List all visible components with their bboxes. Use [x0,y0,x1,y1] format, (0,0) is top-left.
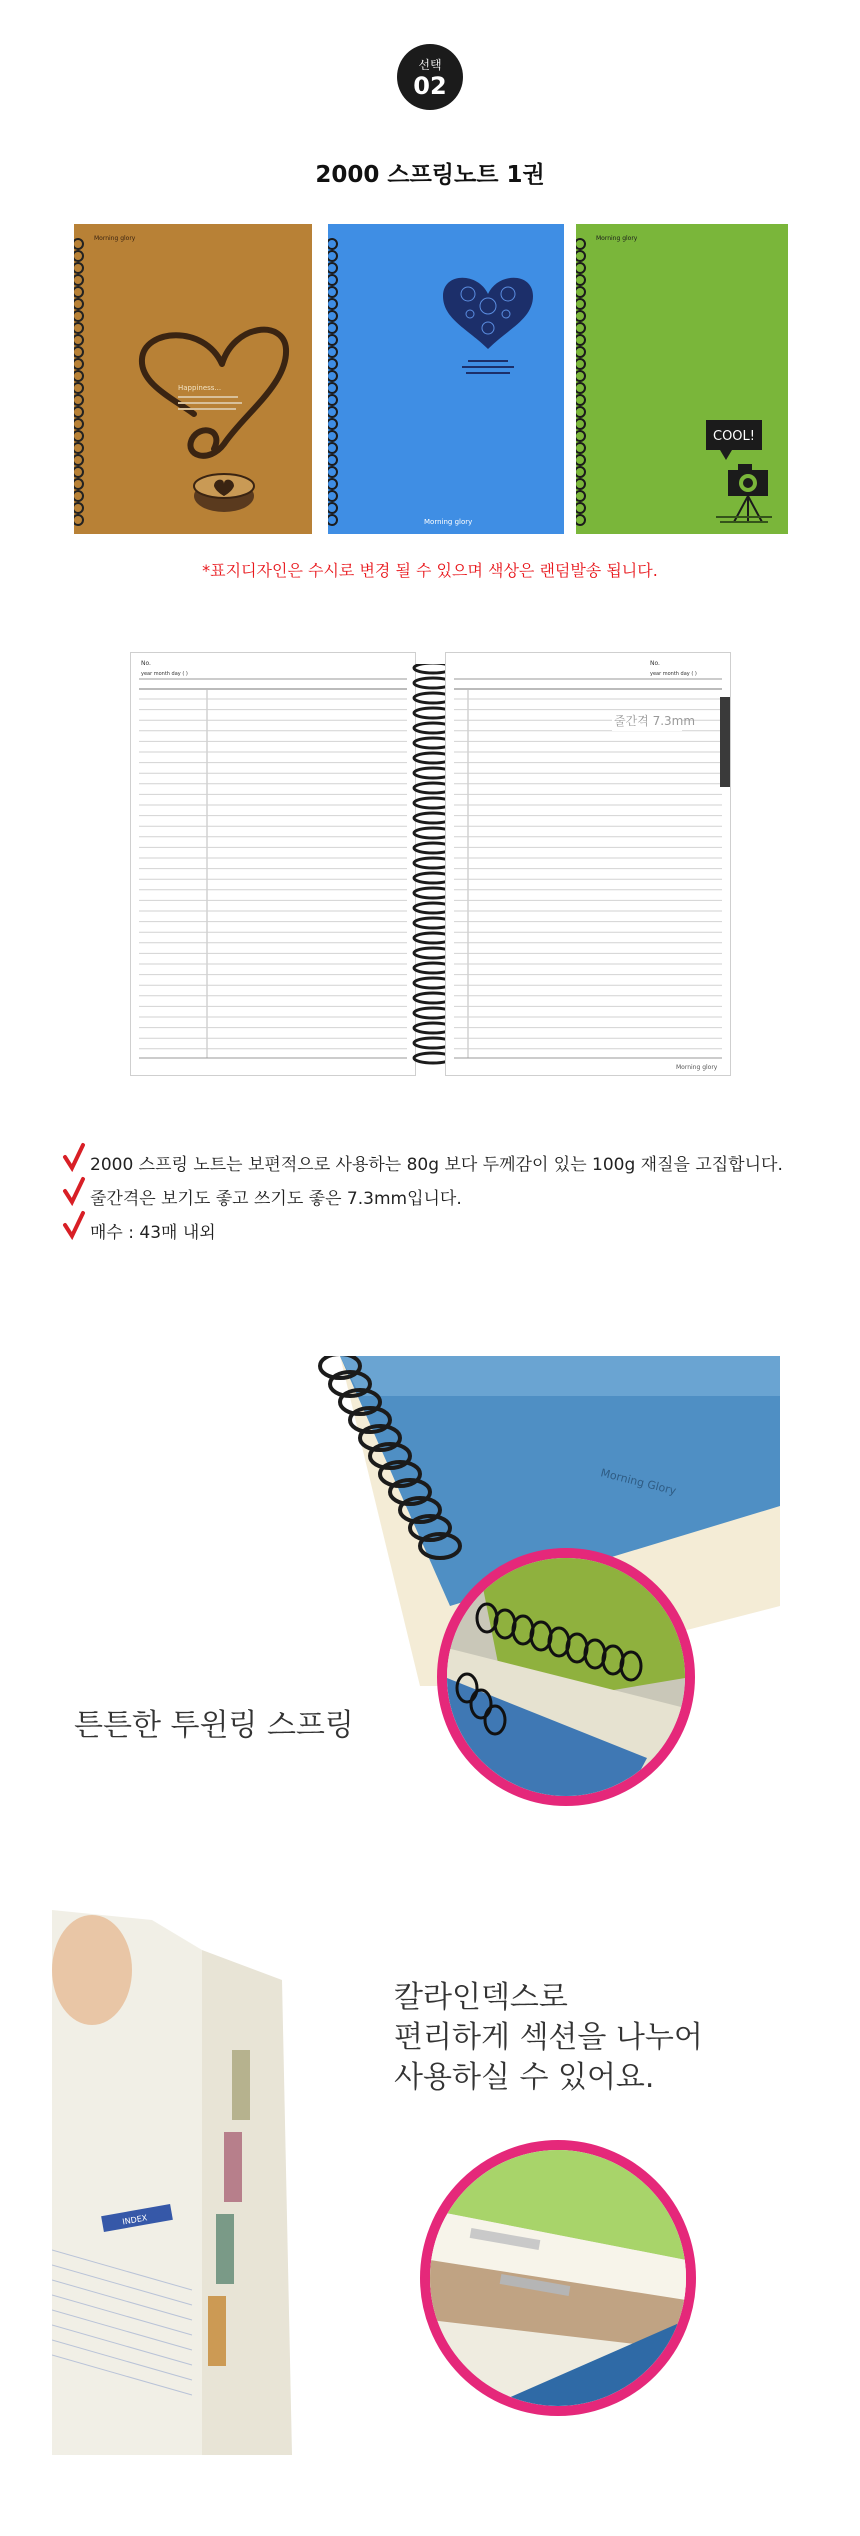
check-icon [62,1176,86,1206]
index-photo [52,1910,342,2455]
index-caption [394,1978,703,2098]
index-tab-strip [720,697,730,787]
spec-text: 줄간격은 보기도 좋고 쓰기도 좋은 7.3mm입니다. [90,1189,462,1209]
cover3-brand: Morning glory [596,235,638,242]
check-icon [62,1210,86,1240]
heart-outline-icon [142,330,286,456]
page-no-label: No. [141,660,151,667]
page-brand: Morning glory [676,1064,718,1071]
camera-icon [728,464,768,522]
svg-text:No.: No. [650,660,660,667]
brown-cover-art [74,224,312,534]
notebook-cover-green [576,224,788,534]
index-caption-line: 사용하실 수 있어요. [394,2060,655,2095]
spring-caption: 튼튼한 투윈링 스프링 [74,1708,354,1743]
cover1-heading: Happiness... [178,384,222,392]
cover3-bubble-text: COOL! [713,429,755,444]
lace-heart-icon [443,278,533,349]
spiral-rings-icon [576,239,585,525]
index-caption-line: 편리하게 섹션을 나누어 [394,2020,703,2055]
index-zoom-circle [420,2140,696,2416]
blue-cover-art [328,224,564,534]
spec-text: 2000 스프링 노트는 보편적으로 사용하는 80g 보다 두께감이 있는 100g 재질을 고집합니다. [90,1155,783,1175]
cover2-brand: Morning glory [424,518,473,526]
page-date-labels: year month day ( ) [141,671,188,677]
spec-text: 매수 : 43매 내외 [90,1223,216,1243]
index-caption-line: 칼라인덱스로 [394,1980,568,2015]
cover-print-text: Morning Glory [599,1466,678,1498]
cover1-brand: Morning glory [94,235,136,242]
badge-label: 선택 [418,58,442,72]
inner-page-left [130,652,416,1076]
badge-number: 02 [413,72,447,100]
hand-icon [52,1915,132,2025]
ruled-lines-right [446,653,730,1075]
notebook-cover-blue [328,224,564,534]
inner-page-right [445,652,731,1076]
spiral-rings-icon [74,239,83,525]
check-icon [62,1142,86,1172]
ruled-lines-left [131,653,415,1075]
notebook-cover-brown [74,224,312,534]
design-notice: *표지디자인은 수시로 변경 될 수 있으며 색상은 랜덤발송 됩니다. [202,561,658,580]
spiral-rings-icon [328,239,337,525]
line-spacing-label: 줄간격 7.3mm [614,714,696,728]
green-cover-art [576,224,788,534]
option-badge [397,44,463,110]
spring-zoom-circle [437,1548,695,1806]
product-title: 2000 스프링노트 1권 [315,162,545,188]
svg-text:year month day (: year month day ( ) [650,671,697,677]
index-tab-label: INDEX [121,2213,148,2227]
